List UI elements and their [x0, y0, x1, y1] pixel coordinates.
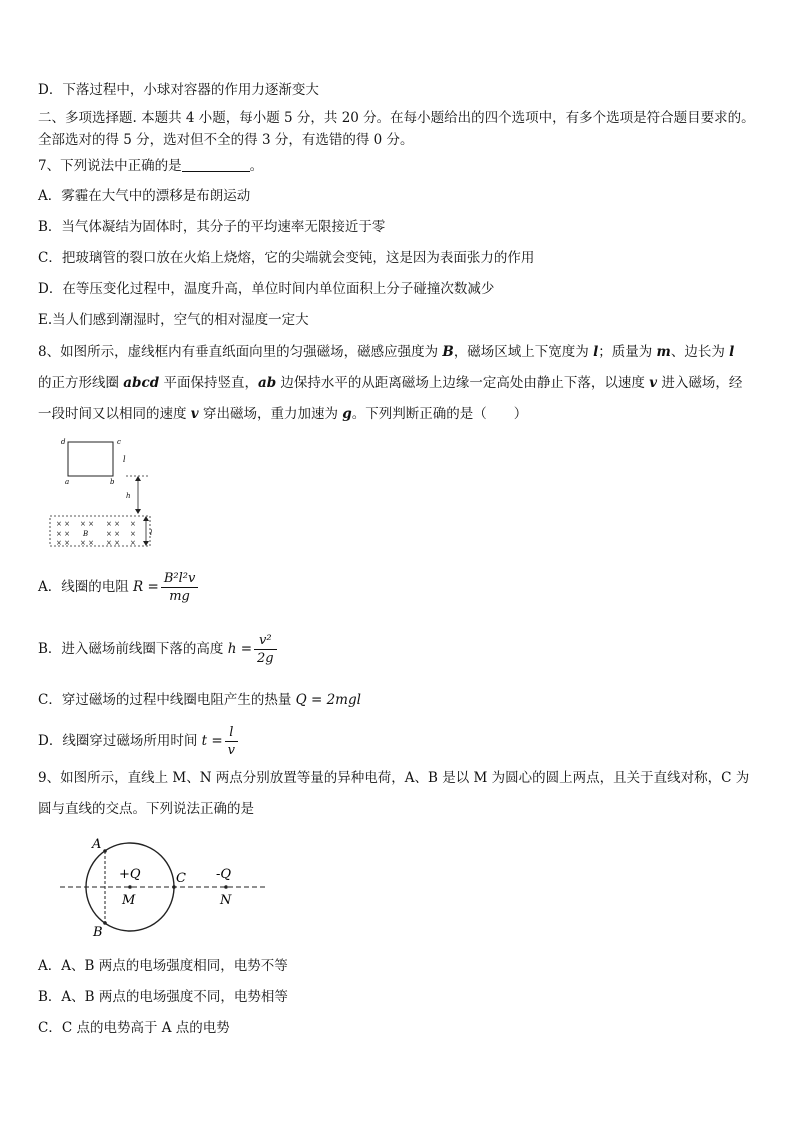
q8-option-a-text: A．线圈的电阻 — [38, 579, 134, 595]
svg-text:× ×: × × — [56, 539, 70, 547]
svg-text:× ×: × × — [106, 530, 120, 538]
q8-stem-line2 — [38, 373, 758, 393]
q8-var-g: g — [342, 406, 352, 422]
q8-option-c-text: C．穿过磁场的过程中线圈电阻产生的热量 — [38, 692, 296, 708]
svg-text:×: × — [130, 539, 136, 547]
coil-label-a: a — [65, 478, 70, 486]
q7-answer-blank — [182, 157, 250, 172]
q7-option-a: A．雾霾在大气中的漂移是布朗运动 — [38, 188, 251, 204]
q8-text: 进入磁场，经 — [657, 375, 743, 391]
q7-option-b: B．当气体凝结为固体时，其分子的平均速率无限接近于零 — [38, 219, 386, 235]
q8-option-d-text: D．线圈穿过磁场所用时间 — [38, 733, 202, 749]
point-a — [103, 849, 107, 853]
label-m: M — [122, 893, 136, 908]
field-crosses — [56, 520, 136, 547]
q8-var-l: l — [593, 344, 599, 360]
q9-stem-line1: 9、如图所示，直线上 M、N 两点分别放置等量的异种电荷，A、B 是以 M 为圆心的圆上两点，且关于直线对称，C 为 — [38, 770, 750, 786]
svg-text:× ×: × × — [56, 520, 70, 528]
q8-option-b-fraction: $\frac{\text{v²}}{2g}$ — [254, 632, 277, 667]
q8-text: ，磁场区域上下宽度为 — [453, 344, 594, 360]
q8-text: ；质量为 — [598, 344, 657, 360]
height-arrow-down-head — [135, 509, 141, 514]
section2-heading-line1: 二、多项选择题. 本题共 4 小题，每小题 5 分，共 20 分。在每小题给出的四个选项中，有多个选项是符合题目要求的。 — [38, 110, 755, 126]
height-arrow-up-head — [135, 476, 141, 481]
q8-var-ab: ab — [257, 375, 277, 391]
coil-label-b: b — [110, 478, 115, 486]
q8-option-d — [38, 724, 758, 759]
q8-option-d-lhs: t = — [201, 733, 223, 749]
q8-option-b-lhs: h = — [227, 641, 253, 657]
svg-text:× ×: × × — [80, 520, 94, 528]
q6-option-d: D．下落过程中，小球对容器的作用力逐渐变大 — [38, 82, 319, 98]
svg-text:×: × — [130, 520, 136, 528]
q8-option-c-equation: Q = 2mgl — [295, 692, 361, 708]
q8-var-b: B — [442, 344, 454, 360]
q8-text: 8、如图所示，虚线框内有垂直纸面向里的匀强磁场，磁感应强度为 — [38, 344, 443, 360]
section2-heading-line2: 全部选对的得 5 分，选对但不全的得 3 分，有选错的得 0 分。 — [38, 132, 414, 148]
coil-label-d: d — [61, 438, 66, 446]
q7-stem-end: 。 — [249, 158, 264, 174]
q8-text: 一段时间又以相同的速度 — [38, 406, 191, 422]
svg-text:× ×: × × — [106, 539, 120, 547]
point-b — [103, 921, 107, 925]
q8-var-v: v — [190, 406, 199, 422]
label-plus-q: +Q — [119, 867, 141, 882]
q8-var-abcd: abcd — [123, 375, 160, 391]
label-n: N — [220, 893, 232, 908]
point-n — [224, 885, 228, 889]
q8-stem-line3 — [38, 404, 758, 424]
field-width-label-l: l — [150, 529, 153, 537]
q8-text: 、边长为 — [670, 344, 730, 360]
q9-option-a: A．A、B 两点的电场强度相同，电势不等 — [38, 958, 288, 974]
label-a: A — [92, 837, 102, 852]
q8-text: 穿出磁场，重力加速为 — [198, 406, 343, 422]
svg-text:× ×: × × — [80, 539, 94, 547]
q8-text: 的正方形线圈 — [38, 375, 124, 391]
label-c: C — [176, 871, 186, 886]
q7-stem — [38, 156, 758, 176]
q8-var-l: l — [729, 344, 735, 360]
q8-option-c — [38, 690, 758, 710]
field-arrow-up-head — [143, 516, 149, 521]
q8-option-a-fraction: $\frac{\text{B²l²v}}{mg}$ — [161, 570, 198, 605]
q8-option-b — [38, 632, 758, 667]
q7-option-e: E.当人们感到潮湿时，空气的相对湿度一定大 — [38, 312, 309, 328]
coil-label-c: c — [117, 438, 121, 446]
field-label-b: B — [83, 530, 89, 538]
q8-option-a — [38, 570, 758, 605]
q7-stem-text: 7、下列说法中正确的是 — [38, 158, 182, 174]
height-label-h: h — [126, 492, 131, 500]
q8-var-m: m — [656, 344, 671, 360]
coil-side-label-l: l — [123, 455, 126, 464]
label-minus-q: -Q — [216, 867, 232, 882]
q8-var-v: v — [649, 375, 658, 391]
q7-option-c: C．把玻璃管的裂口放在火焰上烧熔，它的尖端就会变钝，这是因为表面张力的作用 — [38, 250, 535, 266]
svg-text:×: × — [130, 530, 136, 538]
point-m — [128, 885, 132, 889]
field-arrow-down-head — [143, 541, 149, 546]
q8-stem-line1 — [38, 342, 758, 362]
q8-text: 边保持水平的从距离磁场上边缘一定高处由静止下落，以速度 — [276, 375, 650, 391]
q8-option-b-text: B．进入磁场前线圈下落的高度 — [38, 641, 228, 657]
coil-square — [68, 442, 113, 476]
q8-option-a-lhs: R = — [133, 579, 159, 595]
svg-text:× ×: × × — [106, 520, 120, 528]
q8-text: 。下列判断正确的是（ ） — [351, 406, 528, 422]
q9-figure-charges-circle — [56, 832, 271, 942]
q8-figure-coil-magnetic-field — [46, 432, 166, 552]
q9-stem-line2: 圆与直线的交点。下列说法正确的是 — [38, 801, 254, 817]
label-b: B — [93, 925, 103, 940]
q8-text: 平面保持竖直， — [159, 375, 258, 391]
q7-option-d: D．在等压变化过程中，温度升高，单位时间内单位面积上分子碰撞次数减少 — [38, 281, 495, 297]
svg-text:× ×: × × — [56, 530, 70, 538]
q8-option-d-fraction: $\frac{l}{v}$ — [225, 724, 238, 759]
q9-option-b: B．A、B 两点的电场强度不同，电势相等 — [38, 989, 288, 1005]
q9-option-c: C．C 点的电势高于 A 点的电势 — [38, 1020, 230, 1036]
